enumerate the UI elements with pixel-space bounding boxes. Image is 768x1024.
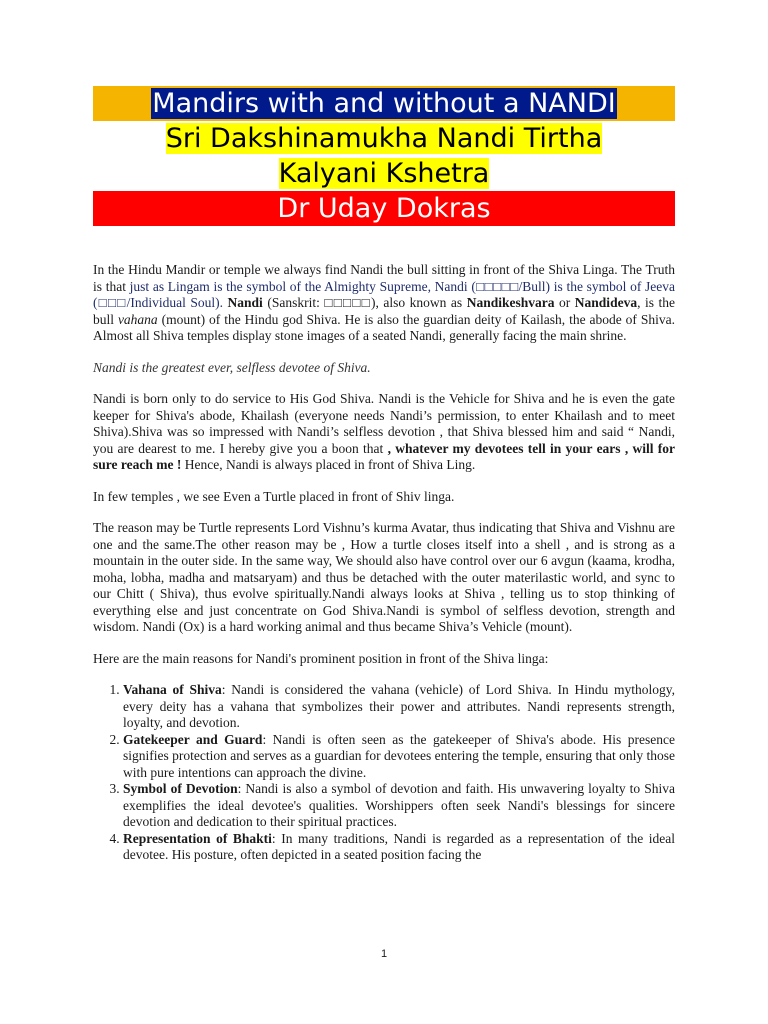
list-item: 4. Representation of Bhakti: In many traditions, Nandi is regarded as a representation of the ideal devotee. His posture, often depicted in a seated position facing the bbox=[123, 831, 675, 864]
list-item: 3. Symbol of Devotion: Nandi is also a symbol of devotion and faith. His unwavering loyalty to Shiva exemplifies the ideal devotee's qualities. Worshippers often seek Nandi's blessings for sincere devotion and dedication to their spiritual practices. bbox=[123, 781, 675, 831]
page-number: 1 bbox=[380, 948, 388, 960]
title-line-1: Mandirs with and without a NANDI bbox=[93, 86, 675, 121]
list-item: 2. Gatekeeper and Guard: Nandi is often seen as the gatekeeper of Shiva's abode. His presence signifies protection and serves as a guardian for devotees entering the temple, ensuring that only those with pure intentions can approach the divine. bbox=[123, 732, 675, 782]
reasons-list bbox=[93, 682, 675, 864]
paragraph-service: Nandi is born only to do service to His God Shiva. Nandi is the Vehicle for Shiva and he is even the gate keeper for Shiva's abode, Khailash (everyone needs Nandi’s permission, to enter Khailash and to meet Shiva).Shiva was so impressed with Nandi’s selfless devotion , that Shiva blessed him and said “ Nandi, you are dearest to me. I hereby give you a boon that , whatever my devotees tell in your ears , will for sure reach me ! Hence, Nandi is always placed in front of Shiva Ling. bbox=[93, 391, 675, 472]
document-body bbox=[93, 262, 675, 864]
list-item: 1. Vahana of Shiva: Nandi is considered the vahana (vehicle) of Lord Shiva. In Hindu mythology, every deity has a vahana that symbolizes their power and attributes. Nandi represents strength, loyalty, and devotion. bbox=[123, 682, 675, 732]
paragraph-list-intro: Here are the main reasons for Nandi's prominent position in front of the Shiva linga: bbox=[93, 650, 549, 666]
title-line-3: Kalyani Kshetra bbox=[278, 158, 490, 189]
italic-quote: Nandi is the greatest ever, selfless devotee of Shiva. bbox=[93, 359, 371, 375]
paragraph-turtle: In few temples , we see Even a Turtle placed in front of Shiv linga. bbox=[93, 488, 455, 504]
author-line: Dr Uday Dokras bbox=[93, 191, 675, 226]
title-block bbox=[93, 86, 675, 226]
title-line-2: Sri Dakshinamukha Nandi Tirtha bbox=[165, 123, 603, 154]
paragraph-reason: The reason may be Turtle represents Lord Vishnu’s kurma Avatar, thus indicating that Shiva and Vishnu are one and the same.The other reason may be , How a turtle closes itself into a shell , and is strong as a mountain in the outer side. In the same way, We should also have control over our 6 avgun (kaama, krodha, moha, lobha, madha and matsaryam) and thus be detached with the outer materilastic world, and sync to our Chitt ( Shiva), thus evolve spiritually.Nandi always looks at Shiva , telling us to stop thinking of everything else and just concentrate on God Shiva.Nandi is symbol of selfless devotion, strength and wisdom. Nandi (Ox) is a hard working animal and thus became Shiva’s Vehicle (mount). bbox=[93, 520, 675, 634]
paragraph-intro: In the Hindu Mandir or temple we always find Nandi the bull sitting in front of the Shiva Linga. The Truth is that just as Lingam is the symbol of the Almighty Supreme, Nandi (□□□□□/Bull) is the symbol of Jeeva (□□□/Individual Soul). Nandi (Sanskrit: □□□□□), also known as Nandikeshvara or Nandideva, is the bull vahana (mount) of the Hindu god Shiva. He is also the guardian deity of Kailash, the abode of Shiva. Almost all Shiva temples display stone images of a seated Nandi, generally facing the main shrine. bbox=[93, 262, 676, 343]
